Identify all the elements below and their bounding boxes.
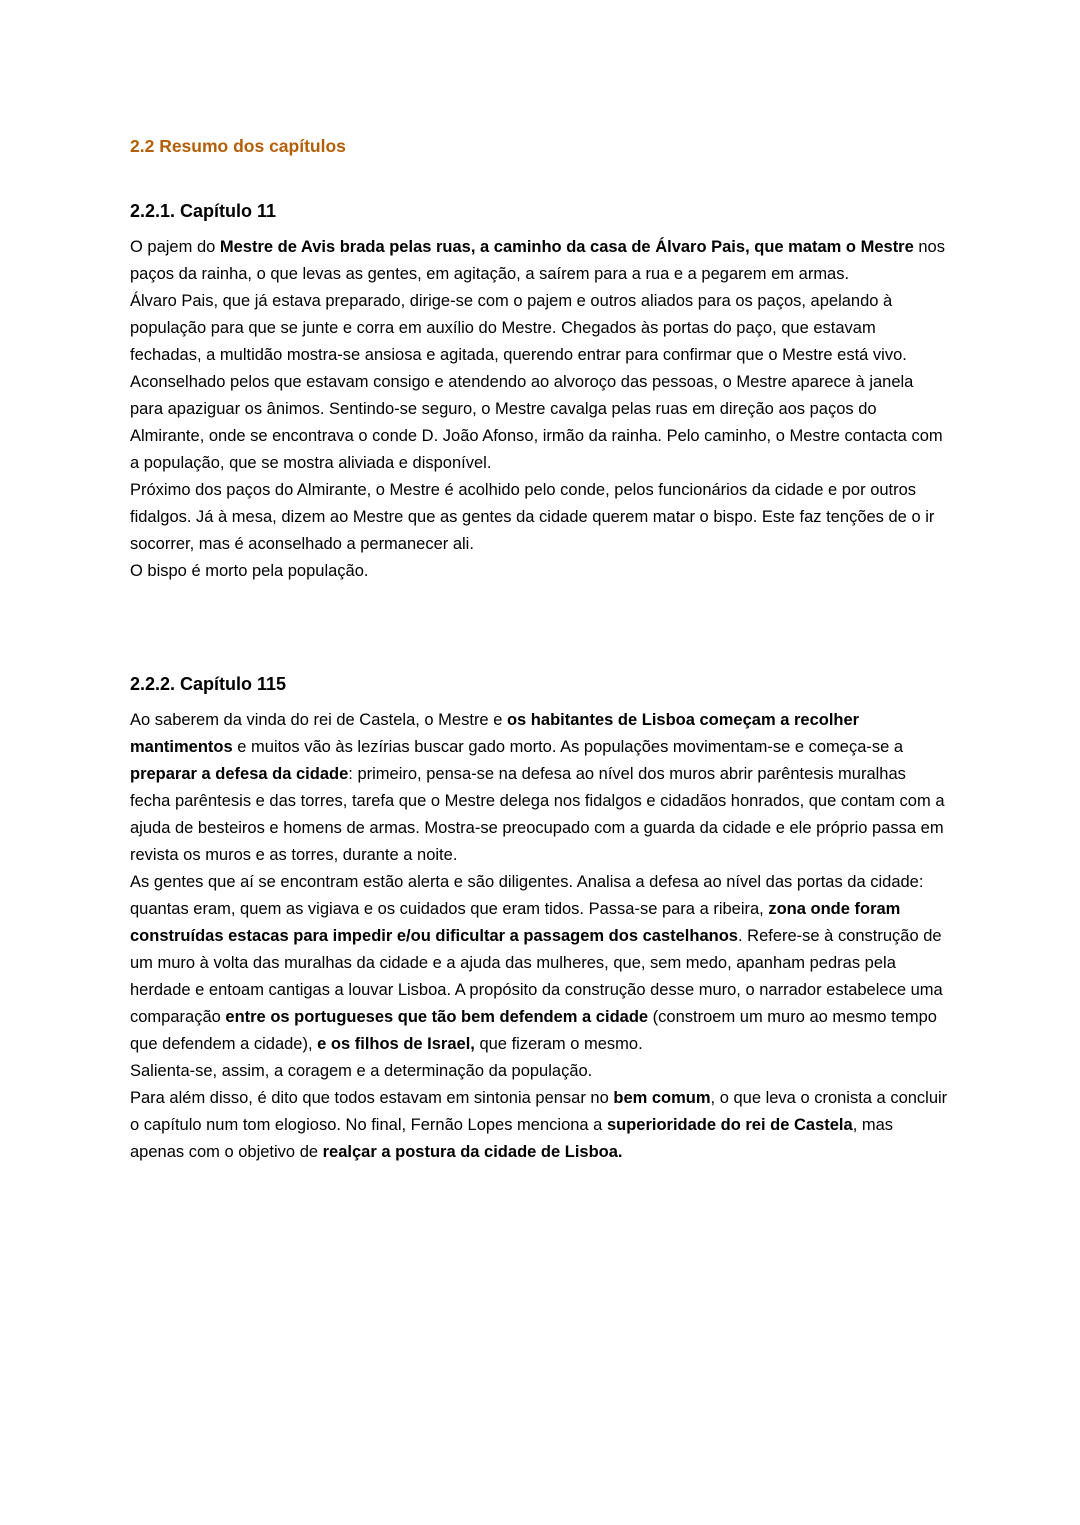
chapter-11-title: 2.2.1. Capítulo 11: [130, 201, 277, 221]
document-heading: 2.2 Resumo dos capítulos: [130, 136, 346, 156]
paragraph: Álvaro Pais, que já estava preparado, dirige-se com o pajem e outros aliados para os paços, apelando à população para que se junte e corra em auxílio do Mestre. Chegados às portas do paço, que estavam fechadas, a multidão mostra-se ansiosa e agitada, querendo entrar para confirmar que o Mestre está vivo.: [130, 292, 907, 364]
paragraph: Aconselhado pelos que estavam consigo e atendendo ao alvoroço das pessoas, o Mestre aparece à janela para apaziguar os ânimos. Sentindo-se seguro, o Mestre cavalga pelas ruas em direção aos paços do Almirante, onde se encontrava o conde D. João Afonso, irmão da rainha. Pelo caminho, o Mestre contacta com a população, que se mostra aliviada e disponível.: [130, 373, 943, 472]
section-capitulo-11: [130, 198, 950, 585]
chapter-115-title: 2.2.2. Capítulo 115: [130, 674, 287, 694]
paragraph: As gentes que aí se encontram estão alerta e são diligentes. Analisa a defesa ao nível das portas da cidade: quantas eram, quem as vigiava e os cuidados que eram tidos. Passa-se para a ribeira, zona onde foram construídas estacas para impedir e/ou dificultar a passagem dos castelhanos. Refere-se à construção de um muro à volta das muralhas da cidade e a ajuda das mulheres, que, sem medo, apanham pedras pela herdade e entoam cantigas a louvar Lisboa. A propósito da construção desse muro, o narrador estabelece uma comparação entre os portugueses que tão bem defendem a cidade (constroem um muro ao mesmo tempo que defendem a cidade), e os filhos de Israel, que fizeram o mesmo.: [130, 873, 943, 1053]
paragraph: Próximo dos paços do Almirante, o Mestre é acolhido pelo conde, pelos funcionários da cidade e por outros fidalgos. Já à mesa, dizem ao Mestre que as gentes da cidade querem matar o bispo. Este faz tenções de o ir socorrer, mas é aconselhado a permanecer ali.: [130, 481, 935, 553]
paragraph: O pajem do Mestre de Avis brada pelas ruas, a caminho da casa de Álvaro Pais, que matam o Mestre nos paços da rainha, o que levas as gentes, em agitação, a saírem para a rua e a pegarem em armas.: [130, 238, 945, 283]
paragraph: Salienta-se, assim, a coragem e a determinação da população.: [130, 1062, 593, 1080]
paragraph: Ao saberem da vinda do rei de Castela, o Mestre e os habitantes de Lisboa começam a recolher mantimentos e muitos vão às lezírias buscar gado morto. As populações movimentam-se e começa-se a preparar a defesa da cidade: primeiro, pensa-se na defesa ao nível dos muros abrir parêntesis muralhas fecha parêntesis e das torres, tarefa que o Mestre delega nos fidalgos e cidadãos honrados, que contam com a ajuda de besteiros e homens de armas. Mostra-se preocupado com a guarda da cidade e ele próprio passa em revista os muros e as torres, durante a noite.: [130, 711, 945, 864]
section-capitulo-115: [130, 671, 950, 1166]
paragraph: O bispo é morto pela população.: [130, 562, 369, 580]
paragraph: Para além disso, é dito que todos estavam em sintonia pensar no bem comum, o que leva o cronista a concluir o capítulo num tom elogioso. No final, Fernão Lopes menciona a superioridade do rei de Castela, mas apenas com o objetivo de realçar a postura da cidade de Lisboa.: [130, 1089, 948, 1161]
